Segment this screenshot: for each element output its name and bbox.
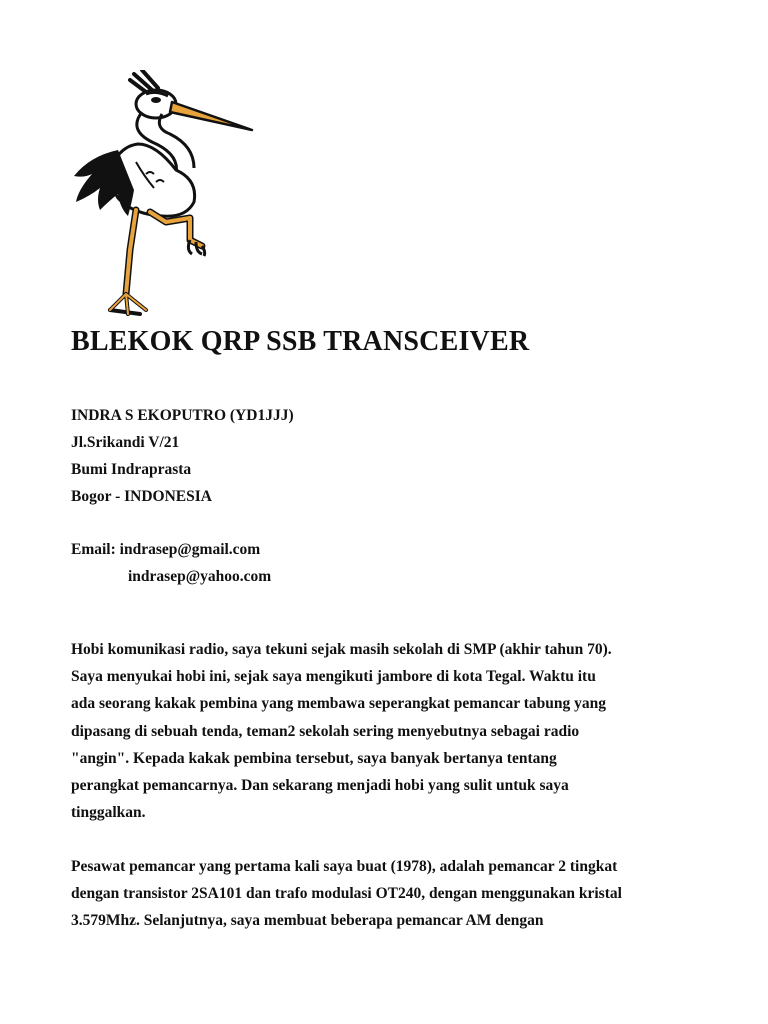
email-secondary: indrasep@yahoo.com (128, 568, 272, 585)
author-address (71, 402, 294, 510)
paragraph-line: Hobi komunikasi radio, saya tekuni sejak masih sekolah di SMP (akhir tahun 70). (71, 641, 612, 658)
paragraph-2 (71, 853, 731, 935)
address-area: Bumi Indraprasta (71, 461, 192, 478)
paragraph-line: 3.579Mhz. Selanjutnya, saya membuat beberapa pemancar AM dengan (71, 912, 544, 930)
paragraph-line: dengan transistor 2SA101 dan trafo modulasi OT240, dengan menggunakan kristal (71, 885, 622, 903)
paragraph-line: perangkat pemancarnya. Dan sekarang menjadi hobi yang sulit untuk saya (71, 777, 569, 795)
paragraph-line: Pesawat pemancar yang pertama kali saya buat (1978), adalah pemancar 2 tingkat (71, 858, 618, 875)
paragraph-line: "angin". Kepada kakak pembina tersebut, saya banyak bertanya tentang (71, 749, 557, 767)
heron-logo-icon (70, 70, 256, 320)
paragraph-line: ada seorang kakak pembina yang membawa seperangkat pemancar tabung yang (71, 695, 606, 713)
paragraph-line: Saya menyukai hobi ini, sejak saya mengikuti jambore di kota Tegal. Waktu itu (71, 668, 596, 686)
address-street: Jl.Srikandi V/21 (71, 434, 180, 451)
email-primary: Email: indrasep@gmail.com (71, 541, 261, 558)
paragraph-1 (71, 636, 731, 826)
email-block (71, 536, 271, 590)
document-title: BLEKOK QRP SSB TRANSCEIVER (71, 326, 530, 357)
address-city: Bogor - INDONESIA (71, 488, 212, 505)
paragraph-line: dipasang di sebuah tenda, teman2 sekolah sering menyebutnya sebagai radio (71, 722, 580, 740)
author-name: INDRA S EKOPUTRO (YD1JJJ) (71, 407, 294, 424)
paragraph-line: tinggalkan. (71, 804, 146, 822)
